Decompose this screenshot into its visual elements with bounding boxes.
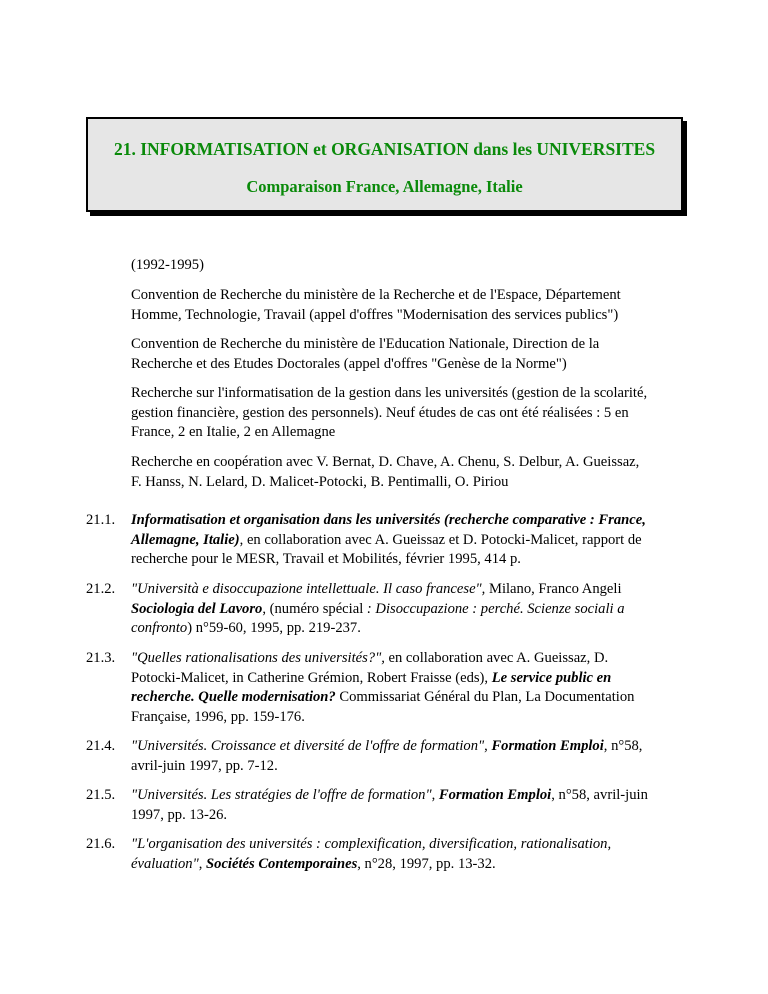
text-line: Recherche sur l'informatisation de la gestion dans les universités (gestion de la scolarité,: [131, 385, 648, 401]
text-line: Recherche en coopération avec V. Bernat, D. Chave, A. Chenu, S. Delbur, A. Gueissaz,: [131, 454, 640, 470]
journal-name: Sociologia del Lavoro: [131, 600, 263, 617]
reference-text: , n°58, avril-juin: [551, 787, 648, 803]
reference-number: 21.1.: [86, 512, 116, 528]
reference-text: Commissariat Général du Plan, La Documentation: [335, 689, 635, 706]
reference-text: , (numéro spécial: [262, 600, 367, 617]
separator: ,: [484, 738, 492, 754]
text-line: Convention de Recherche du ministère de la Recherche et de l'Espace, Département: [131, 287, 621, 303]
text-line: Homme, Technologie, Travail (appel d'offres "Modernisation des services publics"): [131, 306, 619, 323]
reference-text: Milano, Franco Angeli: [485, 581, 622, 597]
reference-number: 21.5.: [86, 787, 116, 803]
reference-body: [131, 737, 683, 776]
section-title: 21. INFORMATISATION et ORGANISATION dans les UNIVERSITES: [113, 139, 656, 159]
reference-text: 1997, pp. 13-26.: [131, 806, 228, 823]
reference-body: [131, 580, 683, 639]
issue-title: : Disoccupazione : perché. Scienze sociali a: [366, 600, 625, 617]
reference-title: Allemagne, Italie): [131, 531, 240, 548]
reference-body: [131, 786, 683, 825]
section-subtitle: Comparaison France, Allemagne, Italie: [246, 177, 523, 196]
reference-text: ) n°59-60, 1995, pp. 219-237.: [187, 620, 361, 637]
journal-name: Formation Emploi: [491, 738, 604, 754]
reference-text: recherche pour le MESR, Travail et Mobilités, février 1995, 414 p.: [131, 551, 521, 568]
convention-paragraph-2: [131, 335, 683, 374]
reference-title: "L'organisation des universités : complexification, diversification, rationalisation,: [131, 836, 612, 852]
reference-text: , n°28, 1997, pp. 13-32.: [357, 855, 496, 872]
separator: ,: [198, 855, 207, 872]
reference-number: 21.3.: [86, 650, 116, 666]
text-line: F. Hanss, N. Lelard, D. Malicet-Potocki, B. Pentimalli, O. Piriou: [131, 473, 509, 490]
period-text: [131, 256, 683, 276]
reference-text: en collaboration avec A. Gueissaz, D.: [384, 650, 609, 666]
reference-number: 21.2.: [86, 581, 116, 597]
reference-text: avril-juin 1997, pp. 7-12.: [131, 757, 278, 774]
convention-paragraph-1: [131, 286, 683, 325]
book-title: Le service public en: [491, 669, 612, 686]
reference-body: [131, 649, 683, 727]
text-line: France, 2 en Italie, 2 en Allemagne: [131, 424, 336, 441]
cooperation-paragraph: [131, 453, 683, 492]
reference-title: "Universités. Les stratégies de l'offre de formation": [131, 787, 432, 803]
title-box: [86, 117, 683, 212]
reference-body: [131, 835, 683, 874]
reference-text: , en collaboration avec A. Gueissaz et D. Potocki-Malicet, rapport de: [239, 531, 642, 548]
reference-text: , n°58,: [603, 738, 643, 754]
reference-title: évaluation": [131, 855, 199, 872]
reference-title: "Università e disoccupazione intellettuale. Il caso francese",: [131, 581, 486, 597]
period-line: (1992-1995): [131, 257, 204, 273]
text-line: Recherche et des Etudes Doctorales (appel d'offres "Genèse de la Norme"): [131, 355, 567, 372]
text-line: gestion financière, gestion des personnels). Neuf études de cas ont été réalisées : 5 en: [131, 404, 629, 421]
journal-name: Sociétés Contemporaines: [206, 855, 358, 872]
reference-title: "Universités. Croissance et diversité de l'offre de formation": [131, 738, 485, 754]
book-title: recherche. Quelle modernisation?: [131, 689, 336, 706]
reference-text: Française, 1996, pp. 159-176.: [131, 708, 305, 725]
reference-title: Informatisation et organisation dans les universités (recherche comparative : France,: [131, 512, 646, 528]
reference-number: 21.6.: [86, 836, 116, 852]
reference-body: [131, 511, 683, 570]
journal-name: Formation Emploi: [438, 787, 552, 803]
text-line: Convention de Recherche du ministère de l'Education Nationale, Direction de la: [131, 336, 600, 352]
research-paragraph: [131, 384, 683, 443]
reference-text: Potocki-Malicet, in Catherine Grémion, Robert Fraisse (eds),: [131, 669, 492, 686]
reference-title: "Quelles rationalisations des universités?",: [131, 650, 385, 666]
separator: ,: [431, 787, 439, 803]
issue-title: confronto: [131, 620, 188, 637]
reference-number: 21.4.: [86, 738, 116, 754]
